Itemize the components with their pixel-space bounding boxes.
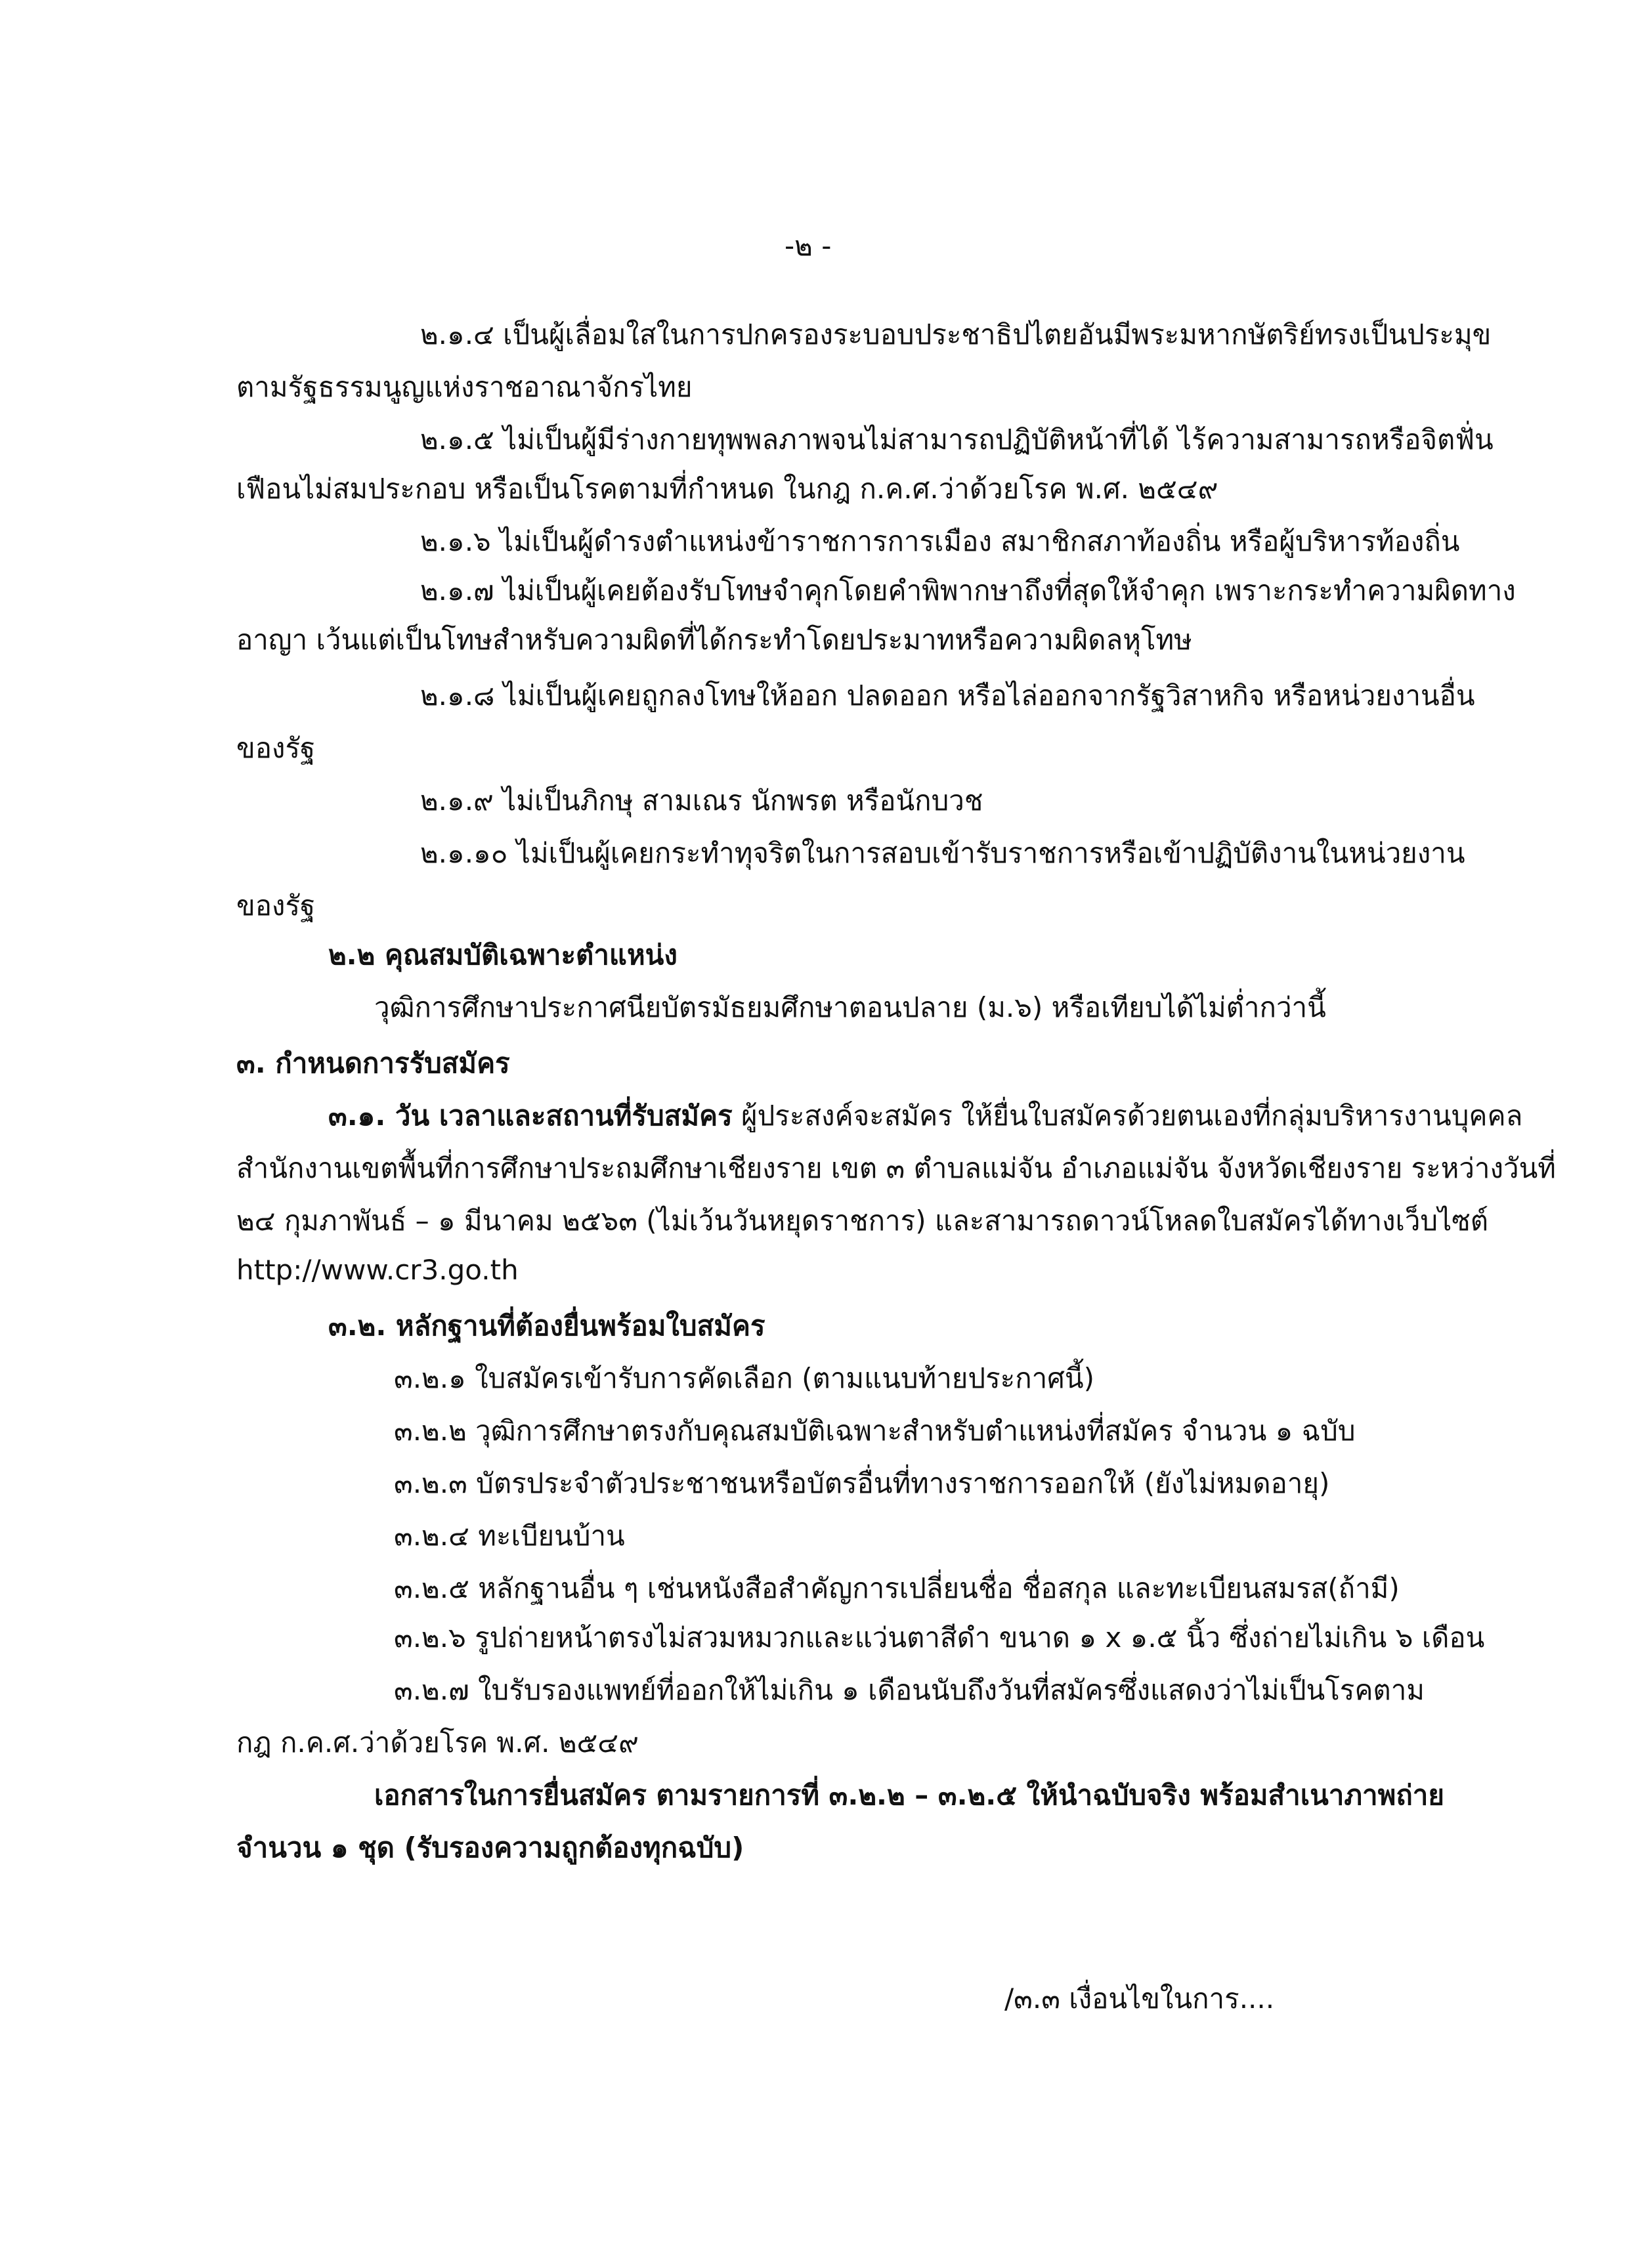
section-3-2-heading: ๓.๒. หลักฐานที่ต้องยื่นพร้อมใบสมัคร bbox=[328, 1310, 765, 1342]
item-2-1-4-cont: ตามรัฐธรรมนูญแห่งราชอาณาจักรไทย bbox=[236, 371, 693, 403]
item-3-2-3: ๓.๒.๓ บัตรประจำตัวประชาชนหรือบัตรอื่นที่ทางราชการออกให้ (ยังไม่หมดอายุ) bbox=[394, 1467, 1330, 1499]
item-3-2-7: ๓.๒.๗ ใบรับรองแพทย์ที่ออกให้ไม่เกิน ๑ เดือนนับถึงวันที่สมัครซึ่งแสดงว่าไม่เป็นโรคตาม bbox=[394, 1674, 1425, 1706]
item-3-2-7-cont: กฎ ก.ค.ศ.ว่าด้วยโรค พ.ศ. ๒๕๔๙ bbox=[236, 1726, 639, 1759]
continuation-marker: /๓.๓ เงื่อนไขในการ.... bbox=[1004, 1982, 1275, 2015]
item-2-1-7-cont: อาญา เว้นแต่เป็นโทษสำหรับความผิดที่ได้กระทำโดยประมาทหรือความผิดลหุโทษ bbox=[236, 624, 1192, 656]
website-url: http://www.cr3.go.th bbox=[236, 1254, 519, 1286]
documents-note: เอกสารในการยื่นสมัคร ตามรายการที่ ๓.๒.๒ – ๓.๒.๕ ให้นำฉบับจริง พร้อมสำเนาภาพถ่าย bbox=[374, 1779, 1444, 1811]
item-3-1-title: ๓.๑. วัน เวลาและสถานที่รับสมัคร bbox=[328, 1100, 733, 1132]
section-2-2-heading: ๒.๒ คุณสมบัติเฉพาะตำแหน่ง bbox=[328, 939, 678, 971]
item-3-2-2: ๓.๒.๒ วุฒิการศึกษาตรงกับคุณสมบัติเฉพาะสำหรับตำแหน่งที่สมัคร จำนวน ๑ ฉบับ bbox=[394, 1415, 1356, 1447]
documents-note-cont: จำนวน ๑ ชุด (รับรองความถูกต้องทุกฉบับ) bbox=[236, 1831, 744, 1864]
item-3-2-4: ๓.๒.๔ ทะเบียนบ้าน bbox=[394, 1520, 625, 1552]
item-2-1-7: ๒.๑.๗ ไม่เป็นผู้เคยต้องรับโทษจำคุกโดยคำพิพากษาถึงที่สุดให้จำคุก เพราะกระทำความผิดทาง bbox=[420, 574, 1516, 607]
item-3-2-1: ๓.๒.๑ ใบสมัครเข้ารับการคัดเลือก (ตามแนบท้ายประกาศนี้) bbox=[394, 1362, 1094, 1394]
item-2-1-5-cont: เฟือนไม่สมประกอบ หรือเป็นโรคตามที่กำหนด ในกฎ ก.ค.ศ.ว่าด้วยโรค พ.ศ. ๒๕๔๙ bbox=[236, 473, 1218, 505]
item-2-1-6: ๒.๑.๖ ไม่เป็นผู้ดำรงตำแหน่งข้าราชการการเมือง สมาชิกสภาท้องถิ่น หรือผู้บริหารท้องถิ่น bbox=[420, 525, 1460, 557]
item-2-1-8-cont: ของรัฐ bbox=[236, 732, 316, 764]
item-3-2-5: ๓.๒.๕ หลักฐานอื่น ๆ เช่นหนังสือสำคัญการเปลี่ยนชื่อ ชื่อสกุล และทะเบียนสมรส(ถ้ามี) bbox=[394, 1572, 1400, 1604]
section-2-2-body: วุฒิการศึกษาประกาศนียบัตรมัธยมศึกษาตอนปลาย (ม.๖) หรือเทียบได้ไม่ต่ำกว่านี้ bbox=[374, 991, 1326, 1023]
item-2-1-4: ๒.๑.๔ เป็นผู้เลื่อมใสในการปกครองระบอบประชาธิปไตยอันมีพระมหากษัตริย์ทรงเป็นประมุข bbox=[420, 318, 1492, 351]
item-3-1-cont-1: สำนักงานเขตพื้นที่การศึกษาประถมศึกษาเชียงราย เขต ๓ ตำบลแม่จัน อำเภอแม่จัน จังหวัดเชียงราย ระหว่างวันที่ bbox=[236, 1152, 1556, 1184]
item-3-1-text: ผู้ประสงค์จะสมัคร ให้ยื่นใบสมัครด้วยตนเองที่กลุ่มบริหารงานบุคคล bbox=[732, 1100, 1523, 1132]
page-number: -๒ - bbox=[785, 230, 832, 262]
item-3-1 bbox=[328, 1096, 1522, 1136]
item-2-1-10: ๒.๑.๑๐ ไม่เป็นผู้เคยกระทำทุจริตในการสอบเข้ารับราชการหรือเข้าปฏิบัติงานในหน่วยงาน bbox=[420, 837, 1465, 869]
item-2-1-8: ๒.๑.๘ ไม่เป็นผู้เคยถูกลงโทษให้ออก ปลดออก หรือไล่ออกจากรัฐวิสาหกิจ หรือหน่วยงานอื่น bbox=[420, 679, 1475, 712]
item-3-2-6: ๓.๒.๖ รูปถ่ายหน้าตรงไม่สวมหมวกและแว่นตาสีดำ ขนาด ๑ x ๑.๕ นิ้ว ซึ่งถ่ายไม่เกิน ๖ เดือน bbox=[394, 1621, 1485, 1654]
item-2-1-5: ๒.๑.๕ ไม่เป็นผู้มีร่างกายทุพพลภาพจนไม่สามารถปฏิบัติหน้าที่ได้ ไร้ความสามารถหรือจิตฟั่น bbox=[420, 423, 1494, 456]
item-3-1-cont-2: ๒๔ กุมภาพันธ์ – ๑ มีนาคม ๒๕๖๓ (ไม่เว้นวันหยุดราชการ) และสามารถดาวน์โหลดใบสมัครได้ทางเว็บไซต์ bbox=[236, 1205, 1489, 1237]
item-2-1-10-cont: ของรัฐ bbox=[236, 889, 316, 922]
item-2-1-9: ๒.๑.๙ ไม่เป็นภิกษุ สามเณร นักพรต หรือนักบวช bbox=[420, 784, 983, 817]
section-3-heading: ๓. กำหนดการรับสมัคร bbox=[236, 1047, 510, 1079]
